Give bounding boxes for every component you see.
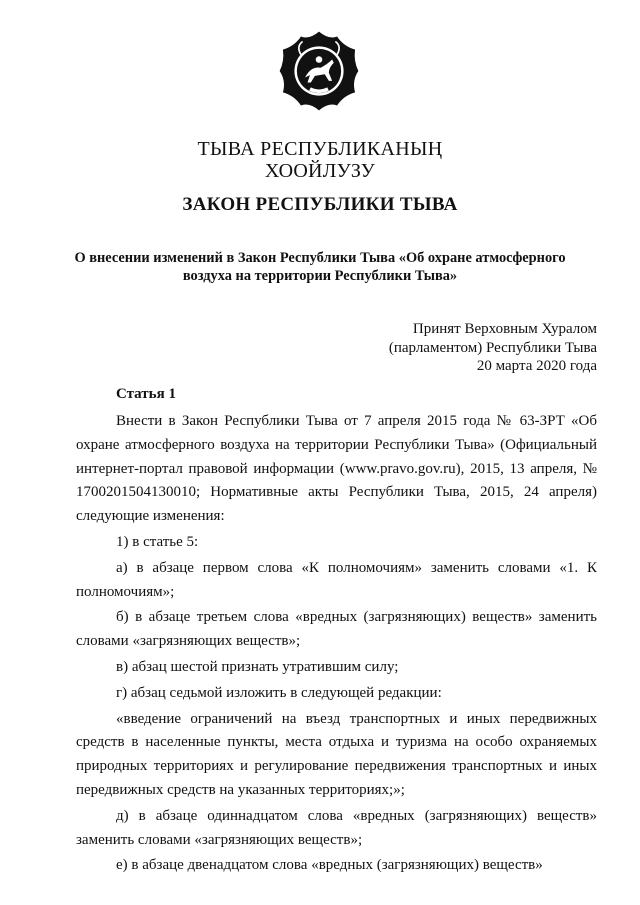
paragraph: е) в абзаце двенадцатом слова «вредных (загрязняющих) веществ» <box>116 857 543 874</box>
paragraph: Внести в Закон Республики Тыва от 7 апреля 2015 года № 63-ЗРТ «Об охране атмосферного воздуха на территории Республики Тыва» (Официальный интернет-портал правовой информации (www.pravo.gov.ru), 2015, 13 апреля, № 1700201504130010; Нормативные акты Республики Тыва, 2015, 24 апреля) следующие изменения: <box>76 413 597 525</box>
article-title: Статья 1 <box>116 386 176 402</box>
paragraph: в) абзац шестой признать утратившим силу; <box>116 658 399 675</box>
law-title: ЗАКОН РЕСПУБЛИКИ ТЫВА <box>182 194 458 215</box>
tuva-coat-of-arms-icon <box>278 30 360 112</box>
law-subject <box>0 249 640 285</box>
paragraph: б) в абзаце третьем слова «вредных (загрязняющих) веществ» заменить словами «загрязняющих веществ»; <box>76 609 597 650</box>
adoption-line2: (парламентом) Республики Тыва <box>388 339 597 356</box>
republic-heading-line2: ХООЙЛУЗУ <box>264 160 376 182</box>
republic-law-heading <box>0 138 640 182</box>
law-subject-line2: воздуха на территории Республики Тыва» <box>182 268 458 284</box>
republic-heading-line1: ТЫВА РЕСПУБЛИКАНЫҢ <box>197 138 443 160</box>
adoption-line1: Принят Верховным Хуралом <box>412 321 597 337</box>
paragraph: д) в абзаце одиннадцатом слова «вредных (загрязняющих) веществ» заменить словами «загрязняющих веществ»; <box>76 807 597 848</box>
paragraph: г) абзац седьмой изложить в следующей редакции: <box>116 684 442 701</box>
paragraph: 1) в статье 5: <box>116 533 199 550</box>
adoption-note <box>389 320 597 376</box>
paragraph: а) в абзаце первом слова «К полномочиям» заменить словами «1. К полномочиям»; <box>76 559 597 600</box>
article-body <box>76 410 597 878</box>
paragraph: «введение ограничений на въезд транспортных и иных передвижных средств в населенные пункты, места отдыха и туризма на особо охраняемых природных территориях и регулирование передвижения транспортных и иных передвижных средств на указанных территориях;»; <box>76 710 597 798</box>
law-subject-line1: О внесении изменений в Закон Республики Тыва «Об охране атмосферного <box>74 250 566 266</box>
adoption-date: 20 марта 2020 года <box>476 358 597 374</box>
